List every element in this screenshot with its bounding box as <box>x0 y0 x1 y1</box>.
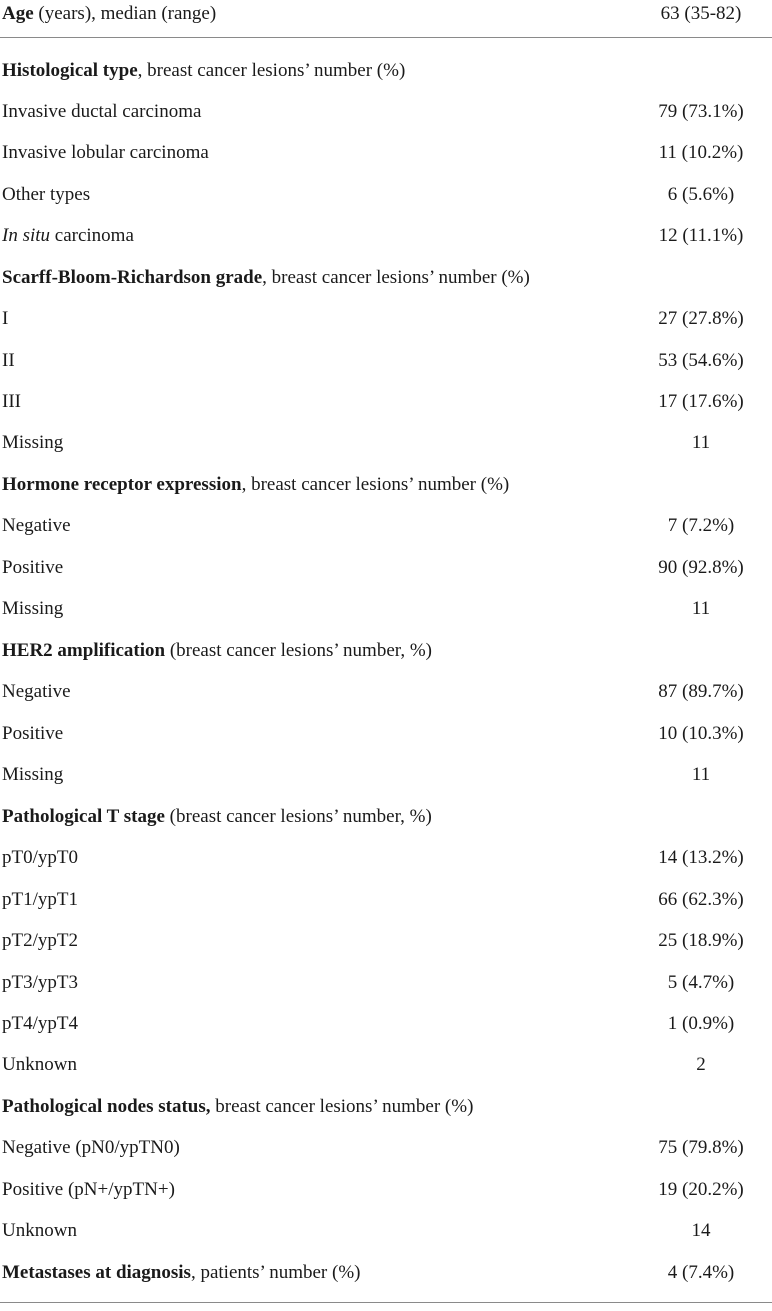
table-row <box>0 505 772 546</box>
row-label: III <box>2 391 21 412</box>
row-label: Unknown <box>2 1054 77 1075</box>
table-row <box>0 588 772 629</box>
section-header-sbr-grade <box>0 257 772 298</box>
table-row <box>0 91 772 132</box>
table-row <box>0 215 772 256</box>
row-value: 11 (10.2%) <box>658 142 744 163</box>
row-value: 12 (11.1%) <box>658 225 744 246</box>
row-value: 5 (4.7%) <box>667 972 735 993</box>
table-row <box>0 920 772 961</box>
row-value: 25 (18.9%) <box>658 930 744 951</box>
row-label: Metastases at diagnosis, patients’ number (%) <box>2 1262 361 1283</box>
row-label: Invasive ductal carcinoma <box>2 101 202 122</box>
table-row <box>0 1127 772 1168</box>
table-row <box>0 340 772 381</box>
row-label: pT3/ypT3 <box>2 972 78 993</box>
row-value: 87 (89.7%) <box>658 681 744 702</box>
row-value: 10 (10.3%) <box>658 723 744 744</box>
table-row-metastases <box>0 1252 772 1293</box>
row-label: Positive <box>2 557 64 578</box>
row-label: Other types <box>2 184 91 205</box>
row-label: pT0/ypT0 <box>2 847 78 868</box>
row-label: Missing <box>2 432 64 453</box>
section-header-histological-type <box>0 50 772 91</box>
row-value: 14 <box>691 1220 711 1241</box>
section-header-hormone-receptor <box>0 464 772 505</box>
row-value: 4 (7.4%) <box>667 1262 735 1283</box>
row-label: pT2/ypT2 <box>2 930 78 951</box>
table-row <box>0 1210 772 1251</box>
row-label: Missing <box>2 764 64 785</box>
row-label: HER2 amplification (breast cancer lesions’ number, %) <box>2 640 432 661</box>
row-label: Invasive lobular carcinoma <box>2 142 209 163</box>
row-value: 14 (13.2%) <box>658 847 744 868</box>
row-value: 6 (5.6%) <box>667 184 735 205</box>
table-row <box>0 754 772 795</box>
table-row <box>0 298 772 339</box>
row-value: 2 <box>696 1054 706 1075</box>
divider-bottom <box>0 1302 772 1303</box>
table-row <box>0 1003 772 1044</box>
row-label: Age (years), median (range) <box>2 3 217 24</box>
row-label: In situ carcinoma <box>2 225 134 246</box>
row-label: Positive <box>2 723 64 744</box>
table-row <box>0 174 772 215</box>
row-label: Negative <box>2 515 71 536</box>
row-label: Scarff-Bloom-Richardson grade, breast cancer lesions’ number (%) <box>2 267 530 288</box>
row-value: 90 (92.8%) <box>658 557 744 578</box>
table-row <box>0 1169 772 1210</box>
table-row <box>0 1044 772 1085</box>
row-value: 7 (7.2%) <box>667 515 735 536</box>
table-row <box>0 671 772 712</box>
table-row <box>0 381 772 422</box>
row-value: 75 (79.8%) <box>658 1137 744 1158</box>
row-label: Unknown <box>2 1220 77 1241</box>
row-label: Positive (pN+/ypTN+) <box>2 1179 175 1200</box>
row-label: I <box>2 308 9 329</box>
row-label: pT4/ypT4 <box>2 1013 78 1034</box>
section-header-nodes-status <box>0 1086 772 1127</box>
row-label: Negative (pN0/ypTN0) <box>2 1137 180 1158</box>
row-label: Missing <box>2 598 64 619</box>
row-value: 63 (35-82) <box>660 3 742 24</box>
row-label: Histological type, breast cancer lesions’ number (%) <box>2 60 406 81</box>
table-row-age <box>0 0 772 34</box>
section-header-her2 <box>0 630 772 671</box>
row-value: 17 (17.6%) <box>658 391 744 412</box>
row-label: Negative <box>2 681 71 702</box>
row-value: 66 (62.3%) <box>658 889 744 910</box>
row-value: 11 <box>691 432 711 453</box>
section-header-t-stage <box>0 796 772 837</box>
table-row <box>0 132 772 173</box>
row-label: pT1/ypT1 <box>2 889 78 910</box>
row-value: 11 <box>691 764 711 785</box>
row-label: Pathological nodes status, breast cancer lesions’ number (%) <box>2 1096 474 1117</box>
table-row <box>0 879 772 920</box>
row-value: 19 (20.2%) <box>658 1179 744 1200</box>
row-value: 27 (27.8%) <box>658 308 744 329</box>
table-row <box>0 547 772 588</box>
table-row <box>0 713 772 754</box>
row-value: 11 <box>691 598 711 619</box>
divider-top <box>0 37 772 38</box>
row-value: 1 (0.9%) <box>667 1013 735 1034</box>
row-label: Pathological T stage (breast cancer lesions’ number, %) <box>2 806 432 827</box>
table-row <box>0 962 772 1003</box>
row-value: 53 (54.6%) <box>658 350 744 371</box>
row-label: Hormone receptor expression, breast cancer lesions’ number (%) <box>2 474 510 495</box>
table-row <box>0 837 772 878</box>
row-value: 79 (73.1%) <box>658 101 744 122</box>
table-row <box>0 422 772 463</box>
row-label: II <box>2 350 15 371</box>
